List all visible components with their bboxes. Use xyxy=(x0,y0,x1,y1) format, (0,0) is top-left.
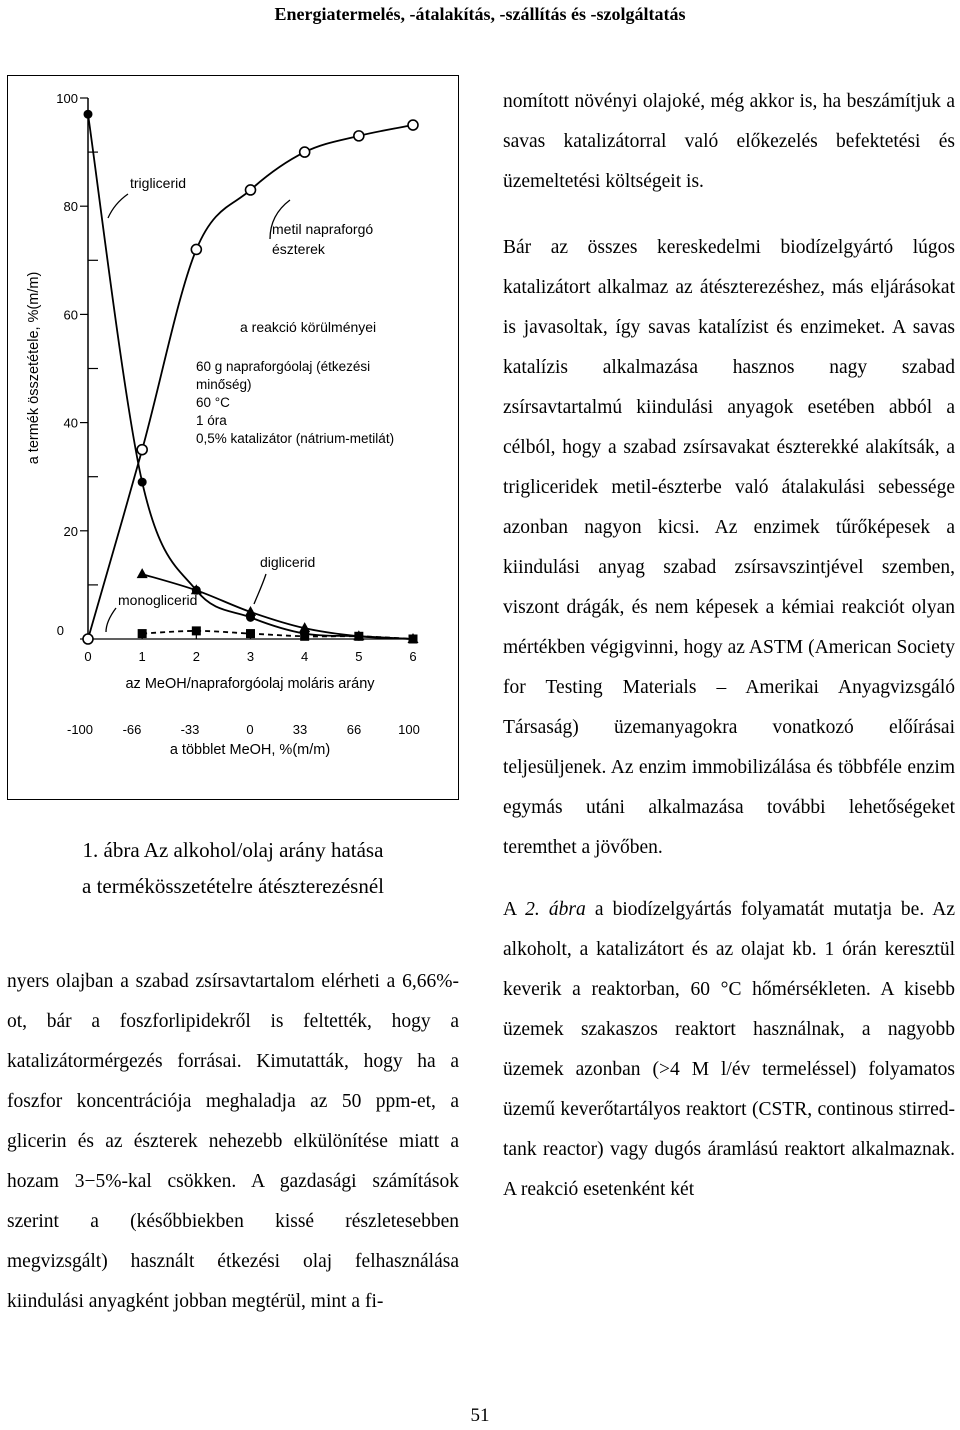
data-point-monoglicerid xyxy=(246,629,255,638)
data-point-monoglicerid xyxy=(138,629,147,638)
data-point-triglicerid xyxy=(138,478,147,487)
x2-tick-label: -33 xyxy=(180,722,200,737)
data-point-digliceride xyxy=(137,568,148,578)
page-number: 51 xyxy=(470,1405,490,1426)
data-point-metil xyxy=(83,634,93,644)
x-tick-label: 4 xyxy=(301,649,309,664)
data-point-monoglicerid xyxy=(192,626,201,635)
triglicerid-leader xyxy=(108,194,128,218)
annotation-label: észterek xyxy=(272,241,325,257)
annotation-label: diglicerid xyxy=(260,554,316,570)
x2-tick-label: 0 xyxy=(246,722,254,737)
annotation-label: 1 óra xyxy=(196,413,227,428)
data-point-metil xyxy=(408,120,418,130)
left-paragraph: nyers olajban a szabad zsírsavtartalom elérheti a 6,66%-ot, bár a foszforlipidekről is feltették, hogy a katalizátormérgezés forrásai. Kimutatták, hogy ha a foszfor koncentrációja meghaladja az 50 ppm-et, a glicerin és az észterek nehezebb elkülönítése miatt a hozam 3−5%-kal csökken. A gazdasági számítások szerint a (későbbiekben kissé részletesebben megvizsgált) használt étkezési olaj felhasználása kiindulási anyagként jobban megtérül, mint a fi- xyxy=(7,971,459,1312)
left-column xyxy=(7,962,459,1322)
diglicerid-leader xyxy=(254,574,266,604)
annotation-label: 0,5% katalizátor (nátrium-metilát) xyxy=(196,431,395,446)
annotation-label: a reakció körülményei xyxy=(240,319,377,335)
annotation-label: minőség) xyxy=(196,377,252,392)
x-tick-label: 3 xyxy=(246,649,255,664)
data-point-monoglicerid xyxy=(409,635,418,644)
y-tick-label: 80 xyxy=(63,199,78,215)
y-tick-label: 0 xyxy=(56,623,64,638)
caption-line-1: 1. ábra Az alkohol/olaj arány hatása xyxy=(82,838,384,862)
figure-reference: 2. ábra xyxy=(525,899,586,920)
right-paragraph-2: Bár az összes kereskedelmi biodízelgyártó lúgos katalizátort alkalmaz az átészterezéshez, más eljárásokat is javasoltak, így savas katalízist és enzimeket. A savas katalízis alkalmazása hasznos nagy szabad zsírsavtartalmú kiindulási anyagok esetében abból a célból, hogy a szabad zsírsavakat észterekké alakítsák, a trigliceridek metil-észterbe való átalakulási sebessége azonban nagyon kicsi. Az enzimek tűrőképesek a kiindulási anyag szabad zsírsavszintjével szemben, viszont drágák, és nem képesek a kémiai reakciót olyan mértékben végigvinni, hogy az ASTM (American Society for Testing Materials – Amerikai Anyagvizsgáló Társaság) üzemanyagokra vonatkozó előírásai teljesüljenek. Az enzim immobilizálása és többféle enzim egymás utáni alkalmazása további lehetőségeket teremthet a jövőben. xyxy=(503,237,955,858)
data-point-monoglicerid xyxy=(300,632,309,641)
p3-rest: a biodízelgyártás folyamatát mutatja be. Az alkoholt, a katalizátort és az olajat kb. 1 órán keresztül keverik a reaktorban, 60 °C hőmérsékleten. A kisebb üzemek szakaszos reaktort használnak, a nagyobb üzemek azonban (>4 M l/év termeléssel) folyamatos üzemű keverőtartályos reaktort (CSTR, continous stirred-tank reactor) vagy dugós áramlású reaktort alkalmaznak. A reakció esetenként két xyxy=(503,899,955,1200)
x2-tick-label: 100 xyxy=(398,722,420,737)
annotation-label: triglicerid xyxy=(130,175,187,191)
data-point-metil xyxy=(354,131,364,141)
x2-tick-label: 66 xyxy=(346,722,362,737)
x-tick-label: 6 xyxy=(409,649,417,664)
figure-frame xyxy=(7,75,459,800)
x2-tick-label: 33 xyxy=(292,722,308,737)
data-point-triglicerid xyxy=(84,110,93,119)
data-point-metil xyxy=(191,244,201,254)
y-axis-title: a termék összetétele, %(m/m) xyxy=(26,271,42,465)
chart-labels xyxy=(26,91,420,758)
y-tick-label: 20 xyxy=(63,523,78,539)
x2-tick-label: -66 xyxy=(122,722,142,737)
monoglicerid-leader xyxy=(106,608,116,632)
data-point-metil xyxy=(246,185,256,195)
composition-chart xyxy=(8,76,460,801)
x-axis-title: az MeOH/napraforgóolaj moláris arány xyxy=(125,676,375,692)
right-paragraph-3 xyxy=(503,890,955,1210)
y-tick-label: 60 xyxy=(63,307,78,323)
data-point-metil xyxy=(137,445,147,455)
annotation-label: metil napraforgó xyxy=(272,221,374,237)
x-tick-label: 5 xyxy=(355,649,363,664)
x2-tick-label: -100 xyxy=(66,722,94,737)
data-point-monoglicerid xyxy=(354,632,363,641)
x2-axis-title: a többlet MeOH, %(m/m) xyxy=(169,742,331,758)
annotation-label: 60 g napraforgóolaj (étkezési xyxy=(196,359,371,374)
annotation-label: monoglicerid xyxy=(118,592,198,608)
running-header: Energiatermelés, -átalakítás, -szállítás és -szolgáltatás xyxy=(274,4,686,24)
x-tick-label: 1 xyxy=(138,649,146,664)
figure-caption xyxy=(7,832,459,904)
annotation-label: 60 °C xyxy=(196,395,230,410)
x-tick-label: 2 xyxy=(192,649,200,664)
y-tick-label: 40 xyxy=(63,415,78,431)
right-column xyxy=(503,82,955,1210)
y-tick-label: 100 xyxy=(56,91,78,106)
x-tick-label: 0 xyxy=(84,649,92,664)
right-paragraph-1: nomított növényi olajoké, még akkor is, ha beszámítjuk a savas katalizátorral való előkezelés befektetési és üzemeltetési költségeit is. xyxy=(503,91,955,192)
caption-line-2: a termékösszetételre átészterezésnél xyxy=(82,874,384,898)
data-point-metil xyxy=(300,147,310,157)
p3-prefix: A xyxy=(503,899,526,920)
